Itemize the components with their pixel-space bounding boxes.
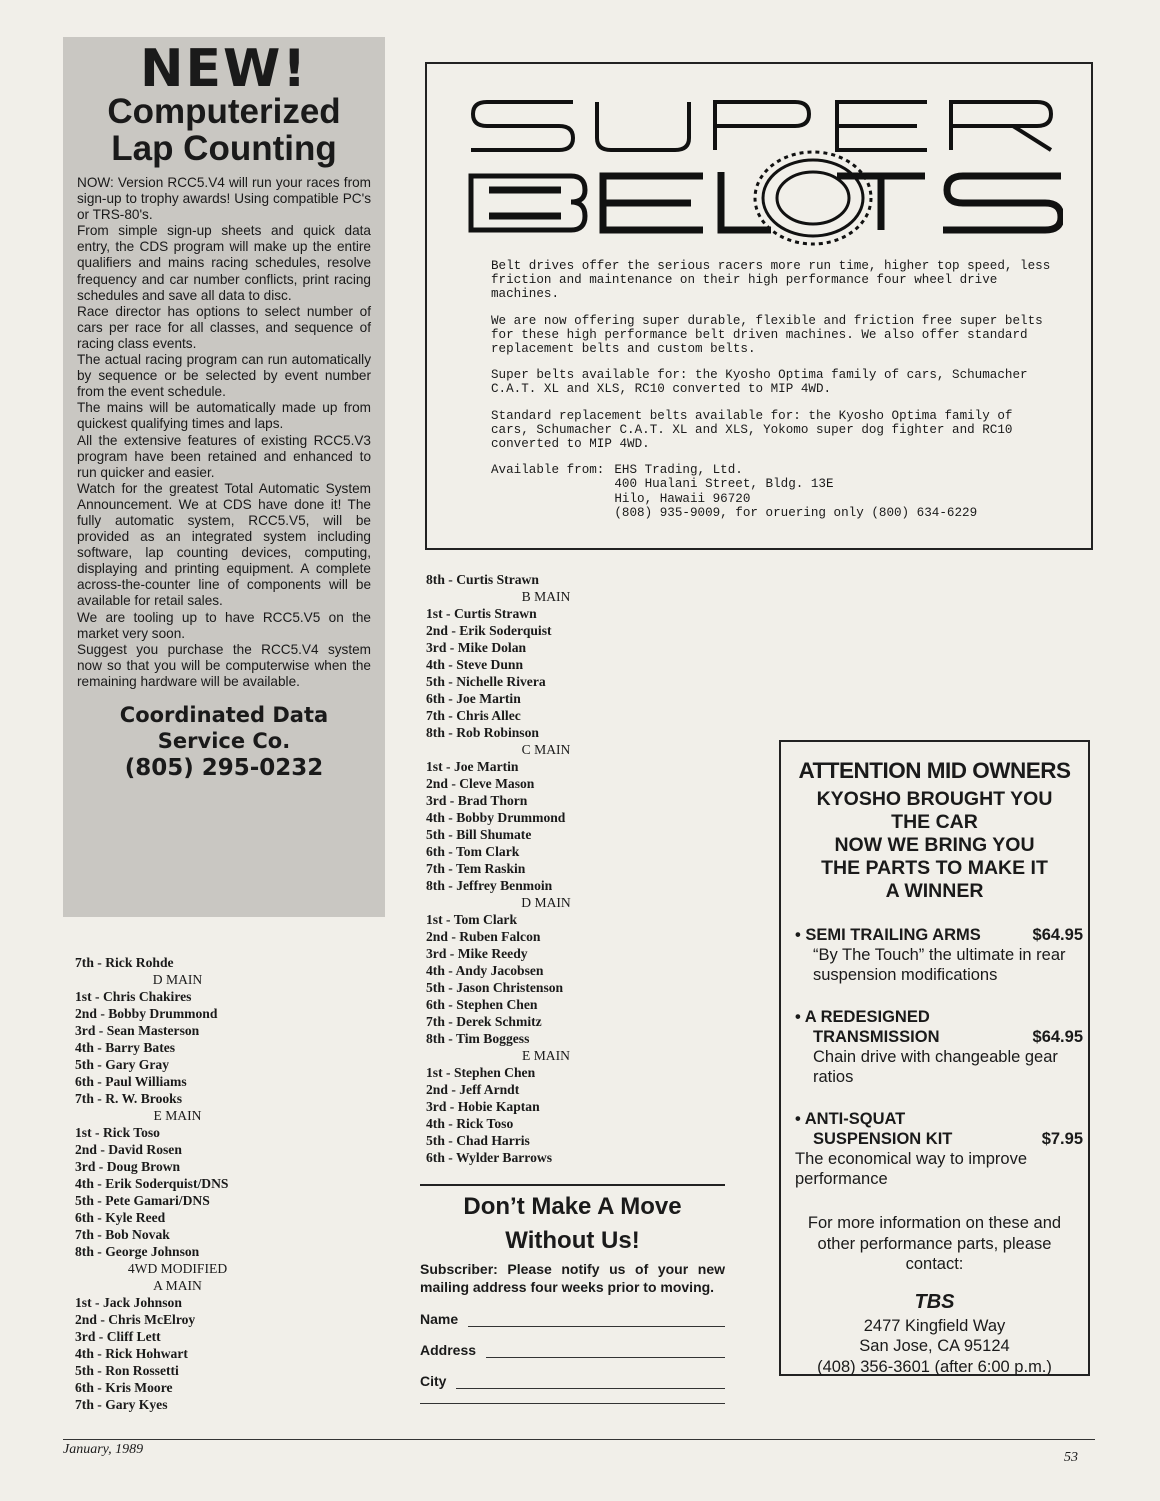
results-entry: 6th - Tom Clark	[426, 844, 520, 859]
results-entry: 6th - Kris Moore	[75, 1380, 173, 1395]
results-entry: 3rd - Mike Dolan	[426, 640, 527, 655]
footer-rule	[63, 1439, 1095, 1440]
tbs-item-anti-squat	[795, 1109, 1083, 1189]
results-section-heading: 4WD MODIFIED	[127, 1261, 228, 1276]
cds-headline-line-1: Computerized	[107, 92, 341, 131]
move-box-bottom-rule	[420, 1403, 725, 1404]
results-entry: 5th - Ron Rossetti	[75, 1363, 179, 1378]
cds-paragraph: The actual racing program can run automatically by sequence or be selected by event number from the event schedule.	[77, 352, 371, 400]
results-entry: 2nd - Chris McElroy	[75, 1312, 196, 1327]
results-entry: 7th - Gary Kyes	[75, 1397, 168, 1412]
results-entry: 4th - Barry Bates	[75, 1040, 176, 1055]
address-field-label: Address	[420, 1342, 477, 1358]
tbs-sub-line: THE CAR	[891, 811, 978, 833]
cds-headline-line-2: Lap Counting	[111, 129, 337, 168]
results-entry: 6th - Kyle Reed	[75, 1210, 166, 1225]
results-entry: 4th - Erik Soderquist/DNS	[75, 1176, 229, 1191]
tbs-address-line: San Jose, CA 95124	[859, 1337, 1010, 1355]
results-entry: 2nd - David Rosen	[75, 1142, 182, 1157]
tbs-item-title-2: TRANSMISSION	[813, 1028, 940, 1046]
tbs-sub-line: A WINNER	[885, 880, 984, 902]
results-entry: 5th - Nichelle Rivera	[426, 674, 546, 689]
name-field[interactable]	[420, 1311, 725, 1327]
results-entry: 4th - Rick Toso	[426, 1116, 514, 1131]
change-of-address-box	[420, 1184, 725, 1429]
cds-paragraph: Watch for the greatest Total Automatic System Announcement. We at CDS have done it! The fully automatic system, RCC5.V5, will be provided as an integrated system including software, lap counting devices, computing, displaying and printing equipment. A complete across-the-counter line of components will be available for retail sales.	[77, 480, 371, 609]
cds-phone: (805) 295-0232	[124, 755, 324, 781]
cds-paragraph: All the extensive features of existing RCC5.V3 program have been retained and enhanced to run quicker and easier.	[77, 432, 371, 480]
tbs-sub-line: THE PARTS TO MAKE IT	[821, 857, 1048, 879]
tbs-item-price: $7.95	[1041, 1130, 1083, 1148]
results-entry: 1st - Tom Clark	[426, 912, 518, 927]
super-belts-logo	[465, 80, 1063, 280]
results-entry: 6th - Wylder Barrows	[426, 1150, 552, 1165]
results-section-heading: C MAIN	[521, 742, 571, 757]
address-field-line[interactable]	[486, 1343, 725, 1358]
belts-logo-letters	[471, 172, 1061, 230]
results-entry: 4th - Rick Hohwart	[75, 1346, 188, 1361]
results-entry: 8th - Tim Boggess	[426, 1031, 530, 1046]
belts-address-line: (808) 935-9009, for oruering only (800) 634-6229	[614, 505, 978, 520]
super-belts-text	[491, 259, 1051, 520]
results-entry: 5th - Jason Christenson	[426, 980, 564, 995]
results-entry: 3rd - Doug Brown	[75, 1159, 181, 1174]
results-entry: 8th - Rob Robinson	[426, 725, 539, 740]
cds-paragraph: The mains will be automatically made up from quickest qualifying times and laps.	[77, 400, 371, 432]
cds-company-name	[77, 702, 371, 754]
move-box-rule	[420, 1184, 725, 1186]
tbs-item-title-row	[795, 1129, 1083, 1149]
cds-paragraph: From simple sign-up sheets and quick data entry, the CDS program will make up the entire qualifiers and mains racing schedules, resolve frequency and car number conflicts, print racing schedules and save all data to disc.	[77, 223, 371, 303]
tbs-item-description: “By The Touch” the ultimate in rear suspension modifications	[813, 946, 1066, 984]
results-entry: 6th - Stephen Chen	[426, 997, 538, 1012]
results-entry: 7th - Tem Raskin	[426, 861, 526, 876]
results-entry: 1st - Joe Martin	[426, 759, 519, 774]
tbs-item-title-row	[795, 1027, 1083, 1047]
city-field-label: City	[420, 1373, 447, 1389]
tbs-item-transmission	[795, 1007, 1083, 1087]
name-field-line[interactable]	[468, 1312, 725, 1327]
address-field[interactable]	[420, 1342, 725, 1358]
results-entry: 8th - Jeffrey Benmoin	[426, 878, 553, 893]
move-title-line-2: Without Us!	[505, 1227, 640, 1254]
tbs-company-name: TBS	[914, 1290, 955, 1313]
results-entry: 6th - Joe Martin	[426, 691, 521, 706]
results-entry: 3rd - Mike Reedy	[426, 946, 528, 961]
results-entry: 2nd - Jeff Arndt	[426, 1082, 520, 1097]
results-entry: 5th - Chad Harris	[426, 1133, 530, 1148]
page-number: 53	[1064, 1450, 1078, 1465]
tbs-sub-line: NOW WE BRING YOU	[834, 834, 1035, 856]
cds-paragraph: NOW: Version RCC5.V4 will run your races from sign-up to trophy awards! Using compatible PC's or TRS-80's.	[77, 175, 371, 223]
belts-availability	[491, 463, 1051, 520]
results-entry: 2nd - Cleve Mason	[426, 776, 535, 791]
results-section-heading: A MAIN	[153, 1278, 202, 1293]
tbs-sub-line: KYOSHO BROUGHT YOU	[816, 788, 1053, 810]
results-entry: 6th - Paul Williams	[75, 1074, 187, 1089]
belts-available-label: Available from:	[491, 463, 605, 478]
results-entry: 7th - Bob Novak	[75, 1227, 170, 1242]
belts-address	[614, 463, 977, 520]
results-entry: 4th - Andy Jacobsen	[426, 963, 544, 978]
results-entry: 7th - Chris Allec	[426, 708, 521, 723]
cds-headline	[77, 93, 371, 167]
tbs-item-description: Chain drive with changeable gear ratios	[813, 1048, 1058, 1086]
results-entry: 1st - Rick Toso	[75, 1125, 160, 1140]
results-entry: 2nd - Ruben Falcon	[426, 929, 541, 944]
footer-date: January, 1989	[63, 1442, 144, 1457]
tbs-item-title: • A REDESIGNED	[795, 1008, 930, 1026]
super-belts-advertisement	[425, 62, 1093, 550]
results-section-heading: D MAIN	[152, 972, 203, 987]
move-instructions: Subscriber: Please notify us of your new mailing address four weeks prior to moving.	[420, 1261, 725, 1295]
results-entry: 5th - Gary Gray	[75, 1057, 170, 1072]
tbs-item-description: The economical way to improve performance	[795, 1150, 1028, 1188]
belt-graphic	[755, 152, 871, 244]
tbs-item-title: • SEMI TRAILING ARMS	[795, 926, 981, 944]
move-title	[420, 1190, 725, 1258]
tbs-item-price: $64.95	[1032, 1028, 1083, 1046]
tbs-item-trailing-arms	[795, 925, 1083, 985]
tbs-item-title-row	[795, 1007, 1083, 1027]
results-entry: 7th - Derek Schmitz	[426, 1014, 542, 1029]
results-entry: 1st - Curtis Strawn	[426, 606, 537, 621]
tbs-item-title-row	[795, 925, 1083, 945]
tbs-address	[781, 1316, 1088, 1378]
results-entry: 1st - Stephen Chen	[426, 1065, 536, 1080]
tbs-item-title-2: SUSPENSION KIT	[813, 1130, 953, 1148]
belts-paragraph: Super belts available for: the Kyosho Optima family of cars, Schumacher C.A.T. XL and XLS, RC10 converted to MIP 4WD.	[491, 368, 1028, 397]
tbs-advertisement	[779, 740, 1090, 1376]
tbs-address-line: 2477 Kingfield Way	[863, 1316, 1006, 1335]
results-entry: 7th - R. W. Brooks	[75, 1091, 183, 1106]
tbs-headline: ATTENTION MID OWNERS	[798, 758, 1071, 783]
tbs-info-text: For more information on these and other performance parts, please contact:	[807, 1214, 1062, 1273]
results-entry: 5th - Bill Shumate	[426, 827, 532, 842]
tbs-item-title: • ANTI-SQUAT	[795, 1110, 906, 1128]
results-entry: 4th - Bobby Drummond	[426, 810, 566, 825]
cds-paragraph: Race director has options to select number of cars per race for all classes, and sequence of racing class events.	[77, 303, 371, 351]
cds-company-line-1: Coordinated Data	[119, 703, 329, 727]
results-entry: 3rd - Cliff Lett	[75, 1329, 161, 1344]
results-entry: 3rd - Sean Masterson	[75, 1023, 200, 1038]
move-title-line-1: Don’t Make A Move	[463, 1193, 682, 1220]
results-section-heading: E MAIN	[522, 1048, 570, 1063]
belts-address-line: Hilo, Hawaii 96720	[614, 491, 751, 506]
cds-new-heading: NEW!	[139, 39, 309, 99]
cds-advertisement	[63, 37, 385, 917]
results-entry: 4th - Steve Dunn	[426, 657, 524, 672]
results-entry: 8th - George Johnson	[75, 1244, 200, 1259]
cds-body-text	[77, 175, 371, 690]
left-results-list	[75, 954, 280, 1413]
city-field[interactable]	[420, 1373, 725, 1389]
cds-company-line-2: Service Co.	[157, 729, 291, 753]
results-entry: 2nd - Bobby Drummond	[75, 1006, 218, 1021]
tbs-subheadline	[781, 788, 1088, 903]
city-field-line[interactable]	[456, 1374, 725, 1389]
results-entry: 2nd - Erik Soderquist	[426, 623, 552, 638]
belts-address-line: 400 Hualani Street, Bldg. 13E	[614, 477, 834, 492]
results-entry: 5th - Pete Gamari/DNS	[75, 1193, 210, 1208]
results-entry: 1st - Jack Johnson	[75, 1295, 182, 1310]
tbs-item-title-row	[795, 1109, 1083, 1129]
results-entry: 1st - Chris Chakires	[75, 989, 192, 1004]
results-entry: 3rd - Brad Thorn	[426, 793, 528, 808]
results-section-heading: D MAIN	[521, 895, 571, 910]
middle-results-list	[426, 571, 666, 1166]
results-entry: 8th - Curtis Strawn	[426, 572, 539, 587]
cds-paragraph: We are tooling up to have RCC5.V5 on the market very soon.	[77, 609, 371, 641]
tbs-item-price: $64.95	[1032, 926, 1083, 944]
results-section-heading: B MAIN	[521, 589, 571, 604]
belts-paragraph: We are now offering super durable, flexible and friction free super belts for these high performance belt driven machines. We also offer standard replacement belts and custom belts.	[491, 313, 1043, 357]
results-entry: 3rd - Hobie Kaptan	[426, 1099, 540, 1114]
name-field-label: Name	[420, 1311, 459, 1327]
tbs-phone: (408) 356-3601 (after 6:00 p.m.)	[817, 1357, 1052, 1376]
cds-paragraph: Suggest you purchase the RCC5.V4 system now so that you will be computerwise when the remaining hardware will be available.	[77, 641, 371, 689]
belts-paragraph: Standard replacement belts available for: the Kyosho Optima family of cars, Schumacher C.A.T. XL and XLS, Yokomo super dog fighter and RC10 converted to MIP 4WD.	[491, 408, 1013, 452]
results-entry: 7th - Rick Rohde	[75, 955, 174, 970]
belts-paragraph: Belt drives offer the serious racers more run time, higher top speed, less friction and maintenance on their high performance four wheel drive machines.	[491, 259, 1051, 302]
results-section-heading: E MAIN	[153, 1108, 202, 1123]
super-logo-letters	[471, 102, 1051, 150]
belts-address-line: EHS Trading, Ltd.	[614, 463, 743, 478]
